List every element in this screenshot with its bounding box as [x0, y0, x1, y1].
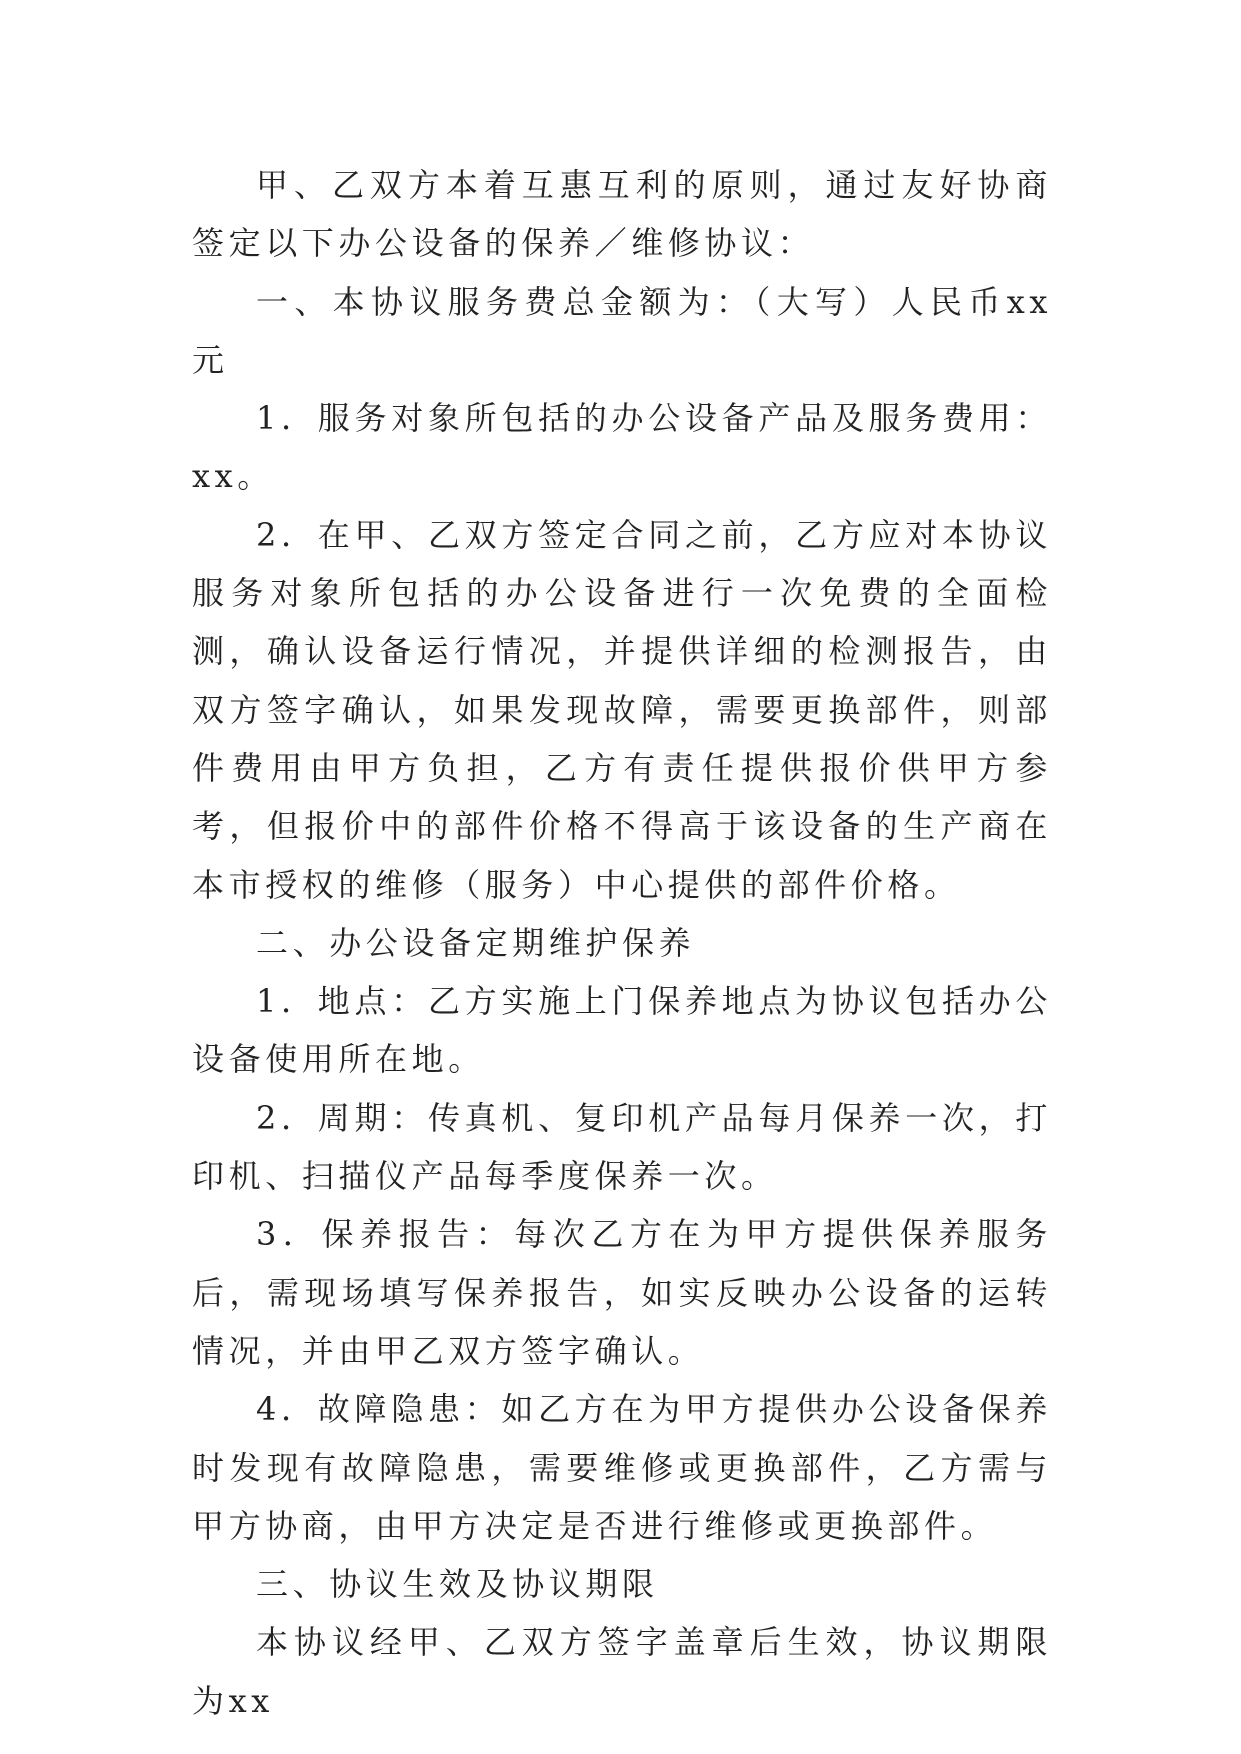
- document-body: [192, 156, 1052, 1730]
- section-2-item-1: 1．地点：乙方实施上门保养地点为协议包括办公设备使用所在地。: [192, 982, 1052, 1079]
- section-2-heading: 二、办公设备定期维护保养: [256, 923, 696, 962]
- section-3-paragraph: 本协议经甲、乙双方签字盖章后生效，协议期限为xx: [192, 1623, 1052, 1720]
- section-2-item-3: 3．保养报告：每次乙方在为甲方提供保养服务后，需现场填写保养报告，如实反映办公设备的运转情况，并由甲乙双方签字确认。: [192, 1215, 1052, 1370]
- section-1-item-1: 1．服务对象所包括的办公设备产品及服务费用：xx。: [192, 399, 1052, 496]
- section-1-item-2: 2．在甲、乙双方签定合同之前，乙方应对本协议服务对象所包括的办公设备进行一次免费的全面检测，确认设备运行情况，并提供详细的检测报告，由双方签字确认，如果发现故障，需要更换部件，则部件费用由甲方负担，乙方有责任提供报价供甲方参考，但报价中的部件价格不得高于该设备的生产商在本市授权的维修（服务）中心提供的部件价格。: [192, 515, 1052, 904]
- section-2-item-4: 4．故障隐患：如乙方在为甲方提供办公设备保养时发现有故障隐患，需要维修或更换部件，乙方需与甲方协商，由甲方决定是否进行维修或更换部件。: [192, 1390, 1052, 1545]
- section-1-heading: 一、本协议服务费总金额为：（大写）人民币xx元: [192, 282, 1052, 379]
- section-3-heading: 三、协议生效及协议期限: [256, 1565, 659, 1604]
- intro-paragraph: 甲、乙双方本着互惠互利的原则，通过友好协商签定以下办公设备的保养／维修协议：: [192, 166, 1052, 263]
- section-2-item-2: 2．周期：传真机、复印机产品每月保养一次，打印机、扫描仪产品每季度保养一次。: [192, 1098, 1052, 1196]
